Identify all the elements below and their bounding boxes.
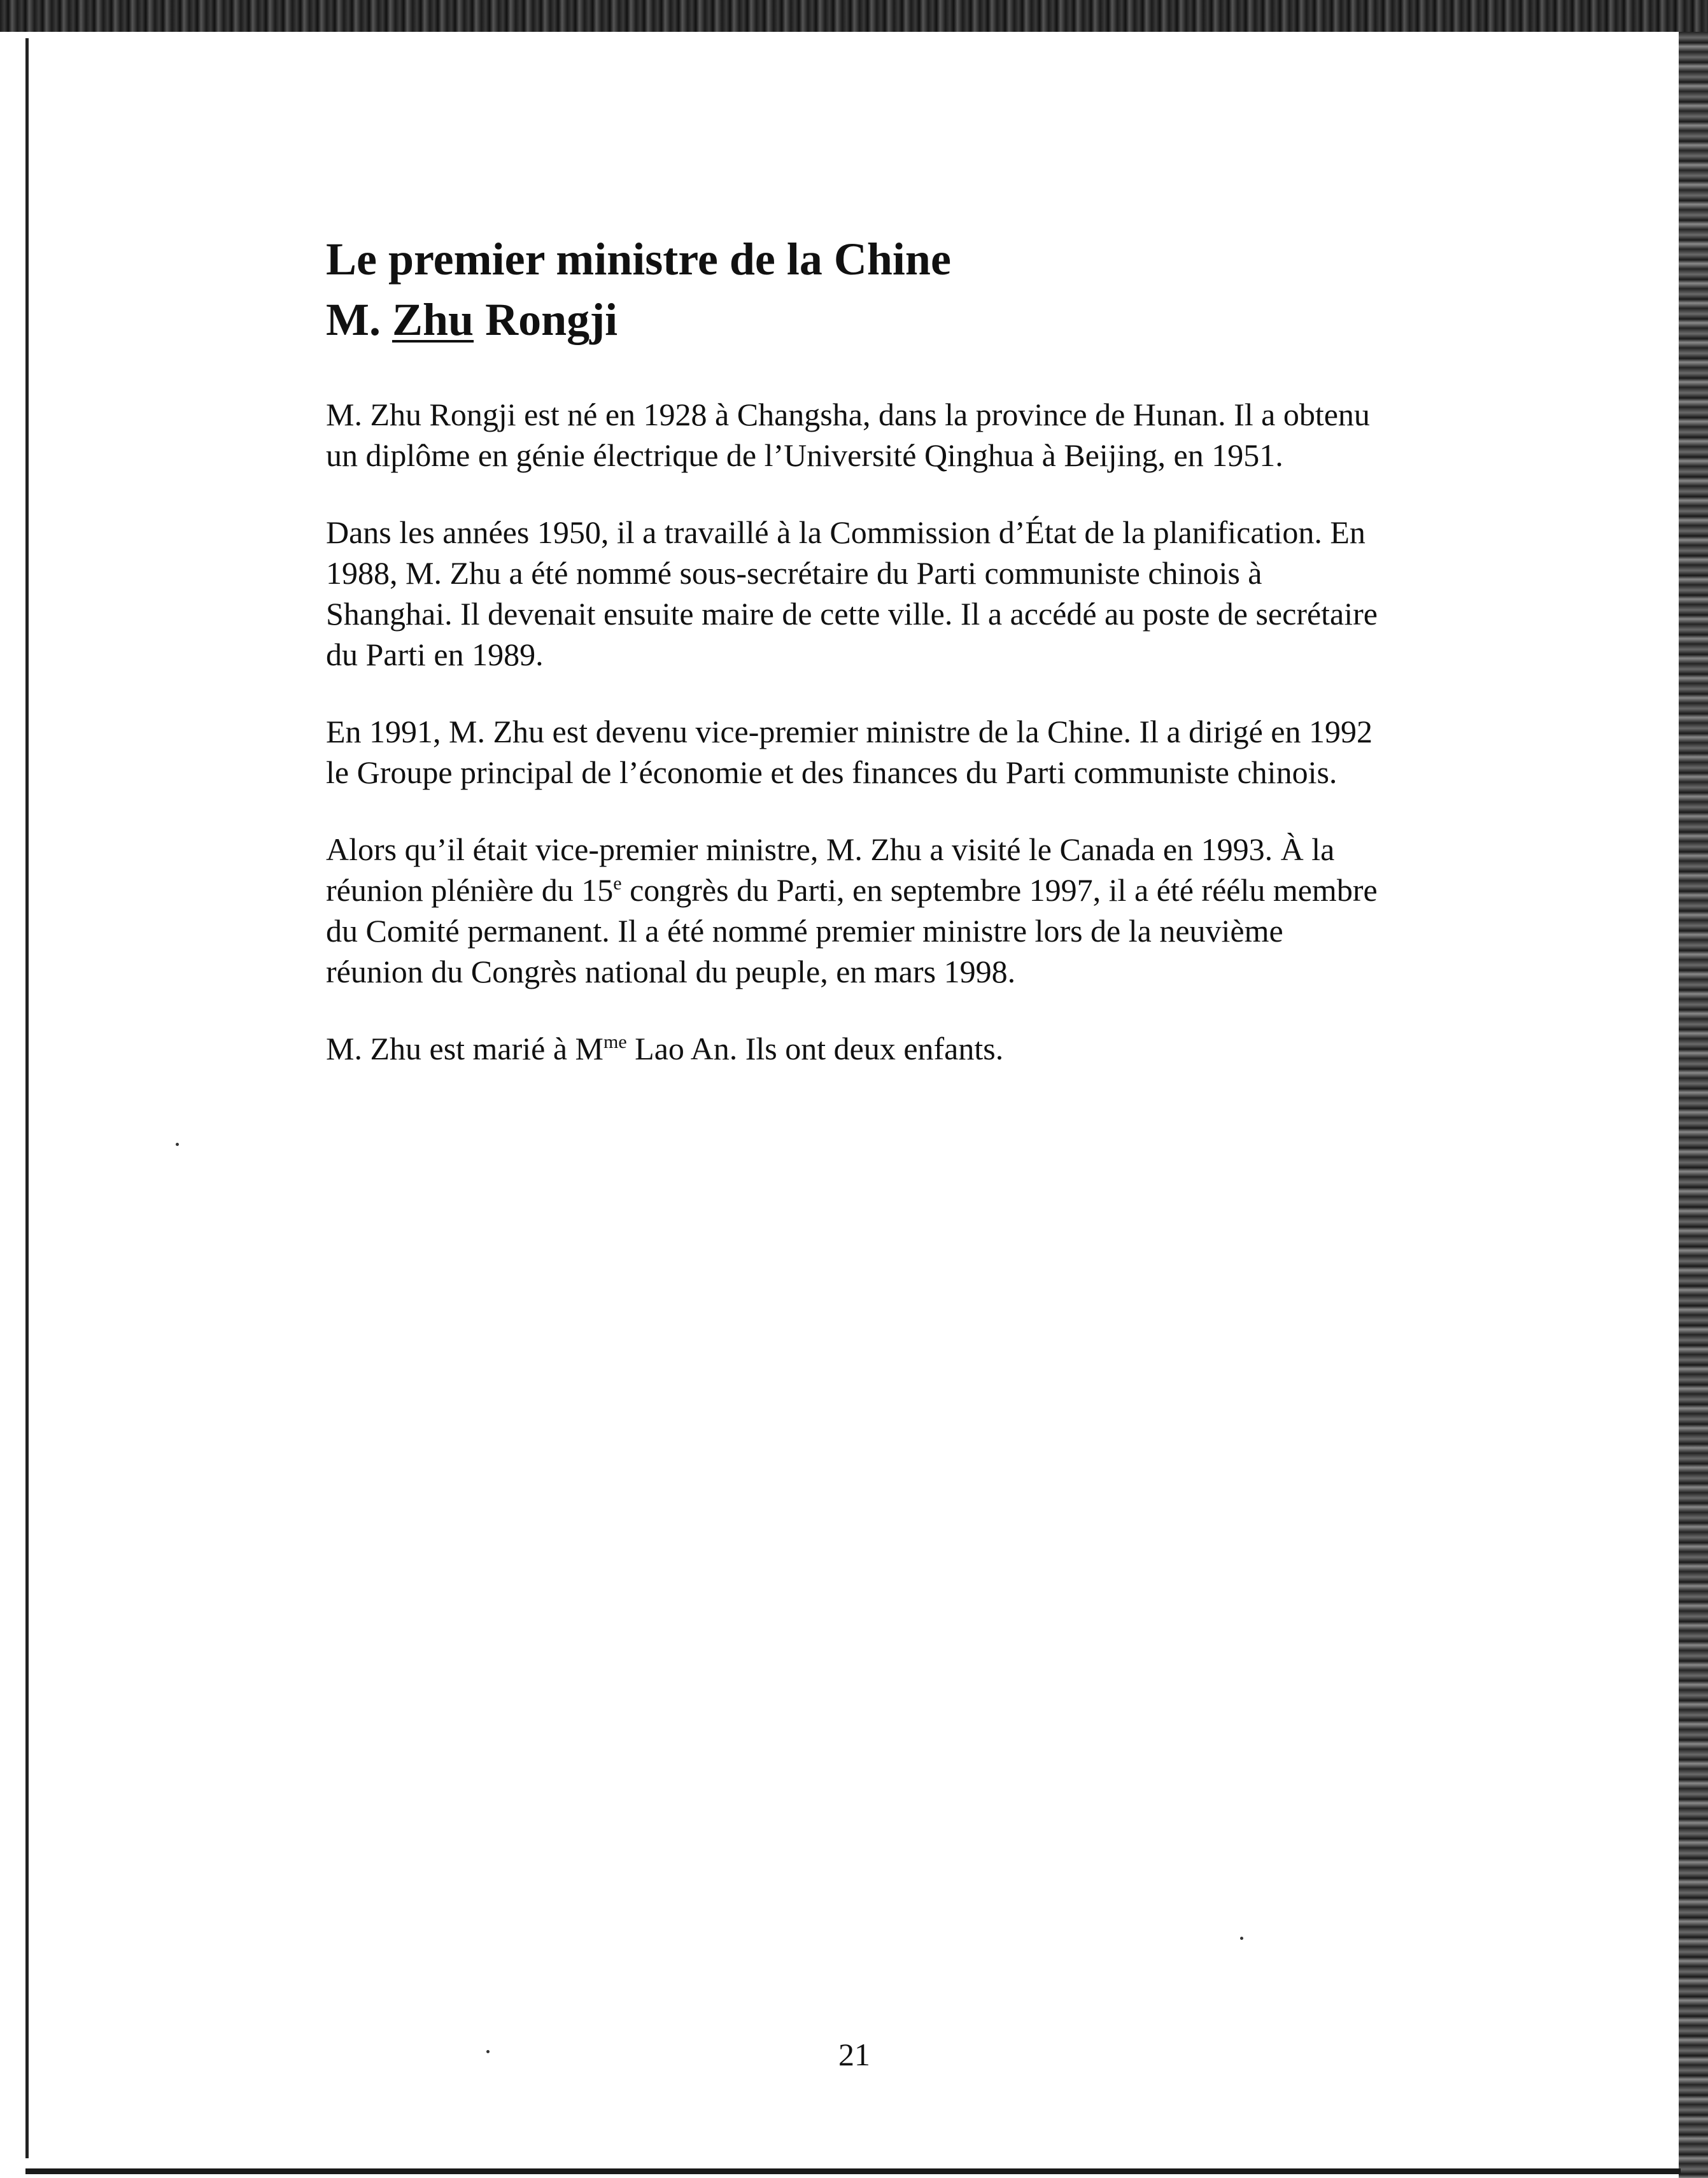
paragraph-family (326, 1028, 1408, 1069)
paragraph-line: 1988, M. Zhu a été nommé sous-secrétaire du Parti communiste chinois à (326, 555, 1262, 591)
scan-right-edge (1679, 32, 1708, 2178)
ordinal-superscript: e (613, 873, 622, 894)
title-suffix: Rongji (474, 294, 618, 345)
paragraph-premier (326, 829, 1408, 992)
page-number: 21 (838, 2037, 870, 2072)
paragraph-early-career (326, 512, 1408, 675)
paragraph-line (326, 870, 1408, 910)
paragraph-line: du Parti en 1989. (326, 637, 544, 672)
scan-speck (1240, 1937, 1243, 1940)
paragraph-birth-education (326, 394, 1408, 476)
paragraph-line: du Comité permanent. Il a été nommé premier ministre lors de la neuvième (326, 913, 1283, 949)
paragraph-line: Dans les années 1950, il a travaillé à la Commission d’État de la planification. En (326, 514, 1366, 550)
paragraph-line (326, 1028, 1408, 1069)
scan-speck (486, 2050, 490, 2053)
title-underlined-name: Zhu (392, 294, 474, 345)
paragraph-line: réunion du Congrès national du peuple, en mars 1998. (326, 954, 1016, 989)
line-text: M. Zhu est marié à M (326, 1031, 604, 1066)
paragraph-line: le Groupe principal de l’économie et des finances du Parti communiste chinois. (326, 754, 1337, 790)
paragraph-line: Shanghai. Il devenait ensuite maire de cette ville. Il a accédé au poste de secrétaire (326, 596, 1378, 632)
line-text: Lao An. Ils ont deux enfants. (626, 1031, 1004, 1066)
scan-left-rule (25, 38, 29, 2158)
title-prefix: M. (326, 294, 392, 345)
title-line-2 (326, 290, 1408, 350)
document-body (326, 229, 1408, 1069)
scan-bottom-rule (25, 2168, 1681, 2174)
page-title (326, 229, 1408, 350)
paragraph-vice-premier (326, 711, 1408, 793)
scan-top-edge (0, 0, 1708, 32)
paragraph-line: Alors qu’il était vice-premier ministre, M. Zhu a visité le Canada en 1993. À la (326, 831, 1335, 867)
paragraph-line: En 1991, M. Zhu est devenu vice-premier ministre de la Chine. Il a dirigé en 1992 (326, 714, 1373, 749)
line-text: congrès du Parti, en septembre 1997, il a été réélu membre (621, 872, 1378, 908)
line-text: réunion plénière du 15 (326, 872, 614, 908)
title-superscript: me (603, 1031, 627, 1052)
title-line-1: Le premier ministre de la Chine (326, 234, 951, 285)
paragraph-line: un diplôme en génie électrique de l’Université Qinghua à Beijing, en 1951. (326, 437, 1283, 473)
scan-speck (176, 1143, 179, 1146)
paragraph-line: M. Zhu Rongji est né en 1928 à Changsha, dans la province de Hunan. Il a obtenu (326, 397, 1370, 432)
